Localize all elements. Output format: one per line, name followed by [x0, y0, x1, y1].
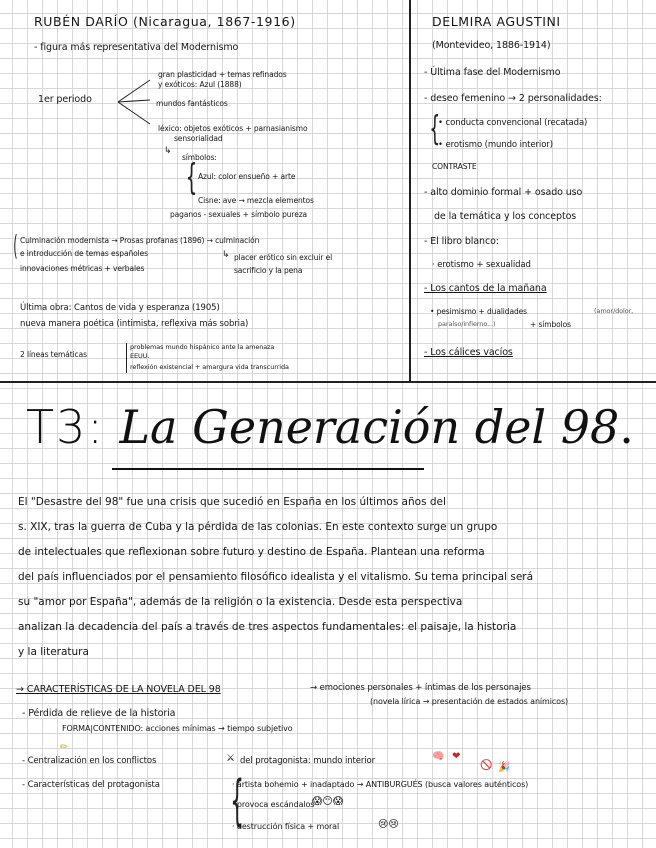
- paragraph-line: su "amor por España", además de la religión o la existencia. Desde esta perspectiva: [18, 596, 463, 608]
- lineas-b: reflexión existencial + amargura vida transcurrida: [130, 363, 289, 371]
- brain-icon: 🧠: [432, 751, 445, 762]
- culminacion-brace-icon: (: [13, 229, 18, 262]
- caracteristicas-arrow-b: (novela lírica → presentación de estados anímicos): [370, 697, 569, 706]
- bullet-3a: · artista bohemio + inadaptado → ANTIBURGUÉS (busca valores auténticos): [232, 780, 529, 789]
- periodo-branches-icon: [116, 72, 158, 132]
- delmira-item-5a-small: (amor/dolor,: [594, 307, 634, 315]
- lineas-a2: EEUU.: [130, 352, 150, 360]
- delmira-item-3b: de la temática y los conceptos: [434, 211, 577, 222]
- branch-sensorialidad: sensorialidad: [174, 134, 223, 143]
- bullet-3: - Características del protagonista: [22, 780, 160, 790]
- placer-a: placer erótico sin excluir el: [234, 253, 333, 262]
- delmira-item-4: - El libro blanco:: [424, 236, 499, 247]
- protagonista-brace-icon: {: [230, 769, 245, 832]
- ultima-obra: Última obra: Cantos de vida y esperanza (1905): [20, 303, 220, 313]
- branch-plasticidad: gran plasticidad + temas refinados: [158, 70, 287, 79]
- paragraph-line: El "Desastre del 98" fue una crisis que sucedió en España en los últimos años del: [18, 496, 446, 508]
- simbolos-brace-icon: {: [185, 157, 198, 198]
- bullet-1: - Pérdida de relieve de la historia: [22, 708, 176, 719]
- screaming-faces-icon: 😱😶😱: [312, 796, 344, 807]
- ultima-obra-b: nueva manera poética (intimista, reflexiva más sobria): [20, 319, 249, 329]
- delmira-item-2a: • conducta convencional (recatada): [438, 118, 588, 128]
- bullet-3b: · provoca escándalos: [232, 800, 315, 809]
- party-icon: 🎉: [498, 762, 511, 773]
- section-number: T3:: [26, 400, 105, 454]
- no-sign-icon: 🚫: [480, 760, 493, 771]
- horizontal-divider: [0, 381, 656, 383]
- branch-lexico: léxico: objetos exóticos + parnasianismo: [158, 124, 308, 133]
- crossed-swords-icon: ⚔: [226, 753, 235, 764]
- culminacion-a: Culminación modernista → Prosas profanas (1896) → culminación: [20, 236, 260, 245]
- personalidades-brace-icon: {: [429, 109, 441, 149]
- section-heading: La Generación del 98: [119, 400, 620, 454]
- section-title: [26, 400, 634, 470]
- periodo-label: 1er periodo: [38, 94, 92, 105]
- delmira-item-5c: + símbolos: [530, 320, 571, 329]
- ruben-dario-title: RUBÉN DARÍO (Nicaragua, 1867-1916): [34, 14, 296, 29]
- delmira-item-5a: • pesimismo + dualidades: [430, 307, 527, 316]
- placer-b: sacrificio y la pena: [234, 266, 303, 275]
- placer-arrow-icon: ↳: [222, 250, 230, 260]
- lineas-label: 2 líneas temáticas: [20, 350, 87, 359]
- bullet-3c: · destrucción física + moral: [232, 822, 340, 831]
- paragraph-line: s. XIX, tras la guerra de Cuba y la pérdida de las colonias. En este contexto surge un grupo: [18, 521, 498, 533]
- section-period: .: [619, 400, 634, 454]
- delmira-item-1: - Última fase del Modernismo: [424, 67, 561, 78]
- delmira-item-5: - Los cantos de la mañana: [424, 283, 547, 294]
- paragraph-line: analizan la decadencia del país a través de tres aspectos fundamentales: el paisaje, la historia: [18, 621, 517, 633]
- delmira-item-6: - Los cálices vacíos: [424, 347, 513, 358]
- heart-icon: ❤: [452, 751, 461, 762]
- bullet-1-sub: FORMA|CONTENIDO: acciones mínimas → tiempo subjetivo: [62, 724, 293, 733]
- lineas-a: problemas mundo hispánico ante la amenaza: [130, 343, 275, 351]
- culminacion-c: innovaciones métricas + verbales: [20, 264, 145, 273]
- lineas-bar: [126, 343, 127, 373]
- culminacion-b: e introducción de temas españoles: [20, 249, 148, 258]
- title-underline: [112, 468, 424, 470]
- paragraph-line: del país influenciados por el pensamiento filosófico idealista y el vitalismo. Su tema principal será: [18, 571, 534, 583]
- arrow-icon: ↳: [164, 146, 172, 156]
- caracteristicas-arrow: → emociones personales + íntimas de los personajes: [310, 683, 531, 693]
- vertical-divider: [409, 0, 411, 382]
- simbolo-azul: Azul: color ensueño + arte: [198, 172, 296, 181]
- delmira-item-5b-small: paraíso/infierno...): [438, 320, 496, 328]
- caracteristicas-title: → CARACTERÍSTICAS DE LA NOVELA DEL 98: [16, 684, 221, 695]
- delmira-item-4a: · erotismo + sexualidad: [432, 260, 531, 270]
- bullet-2-cont: del protagonista: mundo interior: [240, 756, 376, 766]
- paragraph-line: y la literatura: [18, 646, 89, 658]
- simbolo-cisne-b: paganos - sexuales + símbolo pureza: [170, 210, 308, 219]
- simbolos-label: símbolos:: [182, 153, 217, 162]
- branch-exoticos: y exóticos: Azul (1888): [158, 80, 242, 89]
- ruben-subtitle: - figura más representativa del Modernismo: [34, 42, 239, 53]
- contraste-label: CONTRASTE: [432, 162, 477, 171]
- delmira-item-2b: • erotismo (mundo interior): [438, 140, 553, 150]
- delmira-title: DELMIRA AGUSTINI: [432, 14, 561, 29]
- bullet-2: - Centralización en los conflictos: [22, 756, 157, 766]
- branch-fantasticos: mundos fantásticos: [156, 99, 228, 108]
- simbolo-cisne-a: Cisne: ave → mezcla elementos: [198, 196, 314, 205]
- sad-faces-icon: 😢😢: [378, 819, 399, 830]
- delmira-subtitle: (Montevideo, 1886-1914): [432, 40, 551, 51]
- pencil-icon: ✏: [60, 742, 69, 753]
- delmira-item-3a: - alto dominio formal + osado uso: [424, 187, 583, 198]
- delmira-item-2: - deseo femenino → 2 personalidades:: [424, 93, 602, 104]
- intro-paragraph: [18, 490, 643, 665]
- paragraph-line: de intelectuales que reflexionan sobre futuro y destino de España. Plantean una reforma: [18, 546, 485, 558]
